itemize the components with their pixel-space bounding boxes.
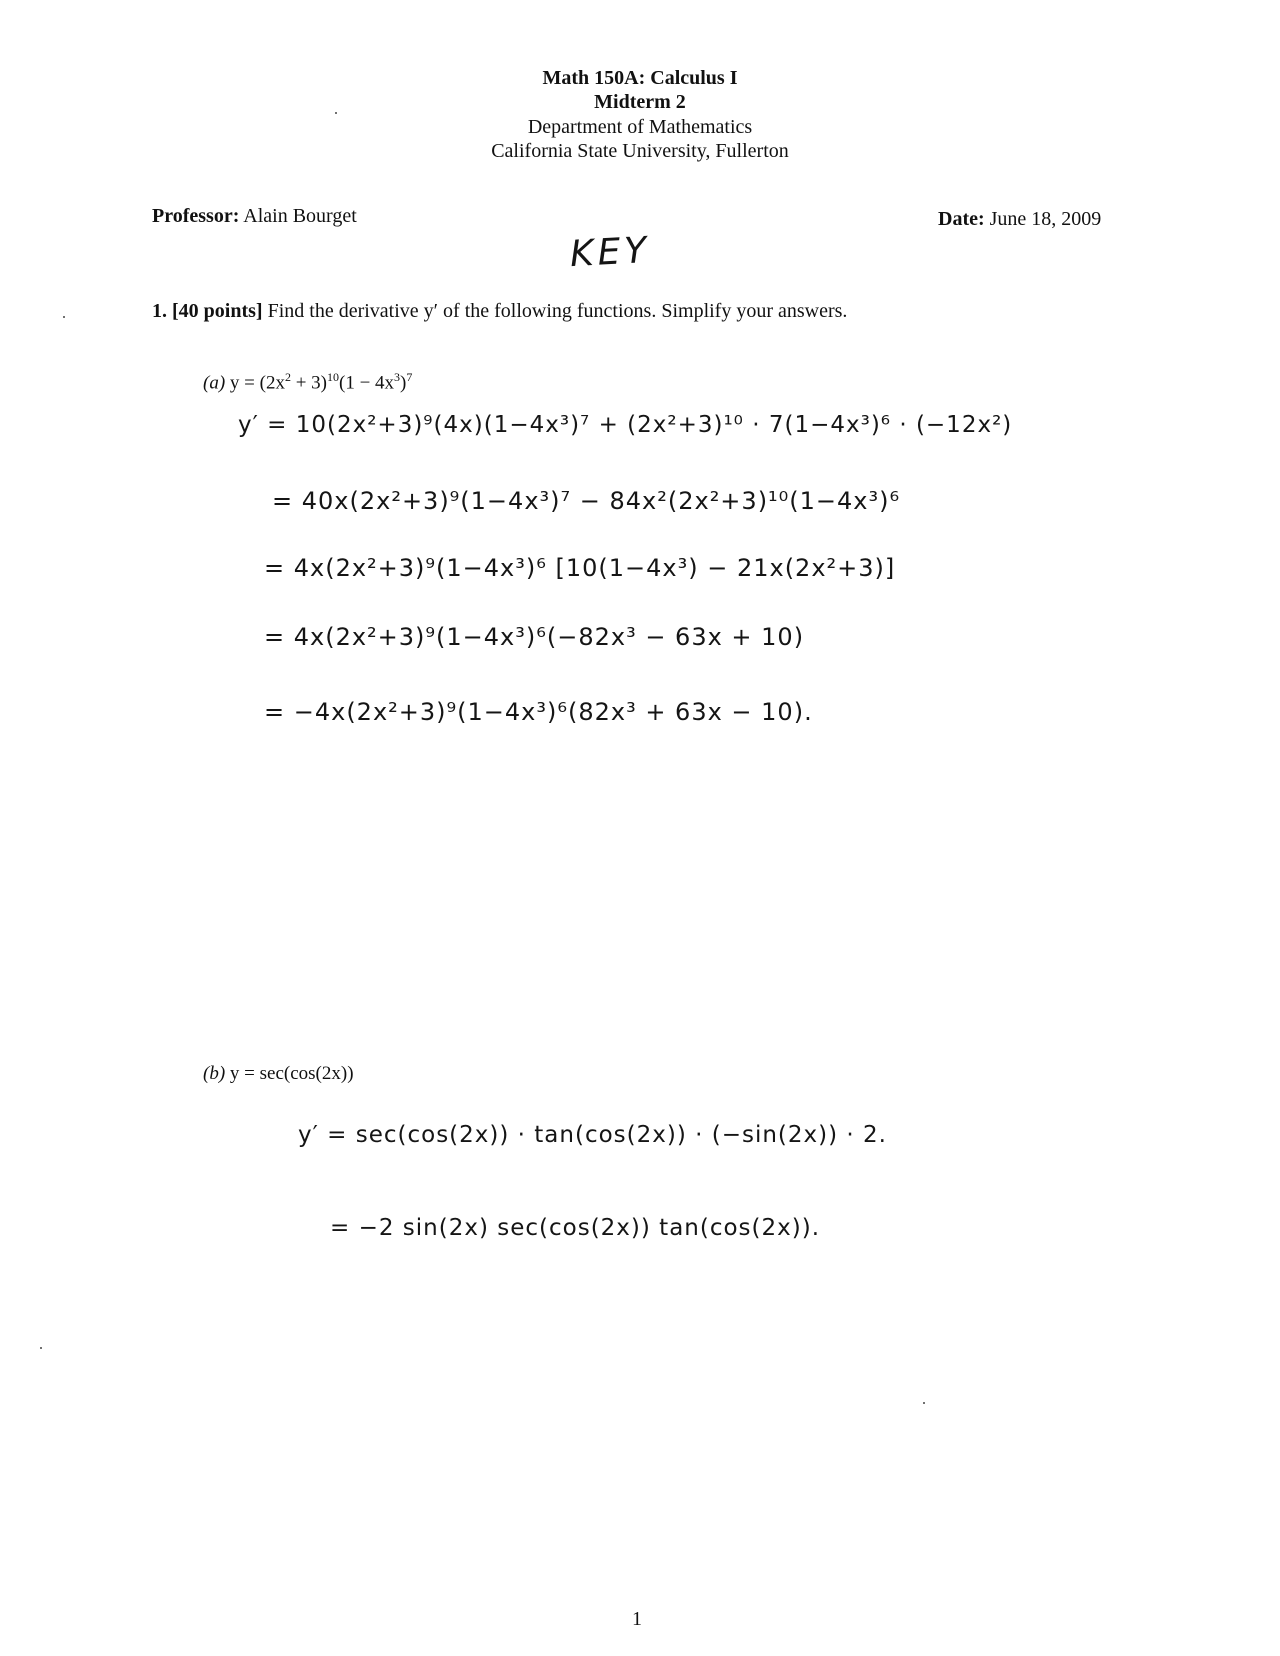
- part-a-f-mid1: + 3): [290, 372, 327, 394]
- part-a-step-1: y′ = 10(2x²+3)⁹(4x)(1−4x³)⁷ + (2x²+3)¹⁰ · 7(1−4x³)⁶ · (−12x²): [238, 412, 1013, 438]
- part-a-f-mid2: (1 − 4x: [339, 372, 395, 394]
- scan-speck: [40, 1347, 42, 1349]
- part-a-f-mid3: ): [400, 372, 407, 394]
- part-a-step-5: = −4x(2x²+3)⁹(1−4x³)⁶(82x³ + 63x − 10).: [264, 698, 813, 726]
- question-prompt: Find the derivative y′ of the following functions. Simplify your answers.: [267, 300, 848, 322]
- scan-speck: [63, 316, 65, 318]
- professor-name: Alain Bourget: [243, 205, 357, 227]
- question-points: [40 points]: [172, 300, 263, 322]
- scan-speck: [335, 112, 337, 114]
- course-title: Math 150A: Calculus I: [542, 67, 738, 89]
- university: California State University, Fullerton: [491, 140, 789, 162]
- part-a-f-e1: 2: [284, 370, 291, 384]
- part-b-function: [203, 1063, 354, 1085]
- part-b-step-1: y′ = sec(cos(2x)) · tan(cos(2x)) · (−sin(2x)) · 2.: [298, 1122, 887, 1148]
- part-b-step-2: = −2 sin(2x) sec(cos(2x)) tan(cos(2x)).: [330, 1215, 821, 1241]
- page-number: 1: [632, 1608, 642, 1630]
- part-a-function: [203, 370, 412, 394]
- scan-speck: [923, 1402, 925, 1404]
- question-1: [152, 300, 847, 323]
- part-a-f-e4: 7: [406, 370, 413, 384]
- question-number: 1.: [152, 300, 167, 322]
- professor-label: Professor:: [152, 205, 240, 227]
- part-a-f-e2: 10: [327, 370, 339, 384]
- part-b-label: (b): [203, 1063, 226, 1084]
- department: Department of Mathematics: [527, 116, 753, 138]
- professor-line: [152, 205, 357, 228]
- part-a-step-4: = 4x(2x²+3)⁹(1−4x³)⁶(−82x³ − 63x + 10): [264, 623, 805, 651]
- part-a-label: (a): [203, 372, 226, 394]
- part-a-f-prefix: y = (2x: [229, 372, 285, 394]
- part-a-step-3: = 4x(2x²+3)⁹(1−4x³)⁶ [10(1−4x³) − 21x(2x²+3)]: [264, 554, 896, 582]
- answer-key-mark: KEY: [568, 229, 652, 276]
- date-label: Date:: [938, 208, 985, 230]
- exam-title: Midterm 2: [594, 91, 686, 113]
- date-line: [938, 208, 1101, 231]
- date-value: June 18, 2009: [989, 208, 1102, 230]
- part-a-f-e3: 3: [394, 370, 401, 384]
- part-b-f: y = sec(cos(2x)): [229, 1063, 354, 1084]
- part-a-step-2: = 40x(2x²+3)⁹(1−4x³)⁷ − 84x²(2x²+3)¹⁰(1−4x³)⁶: [272, 487, 901, 515]
